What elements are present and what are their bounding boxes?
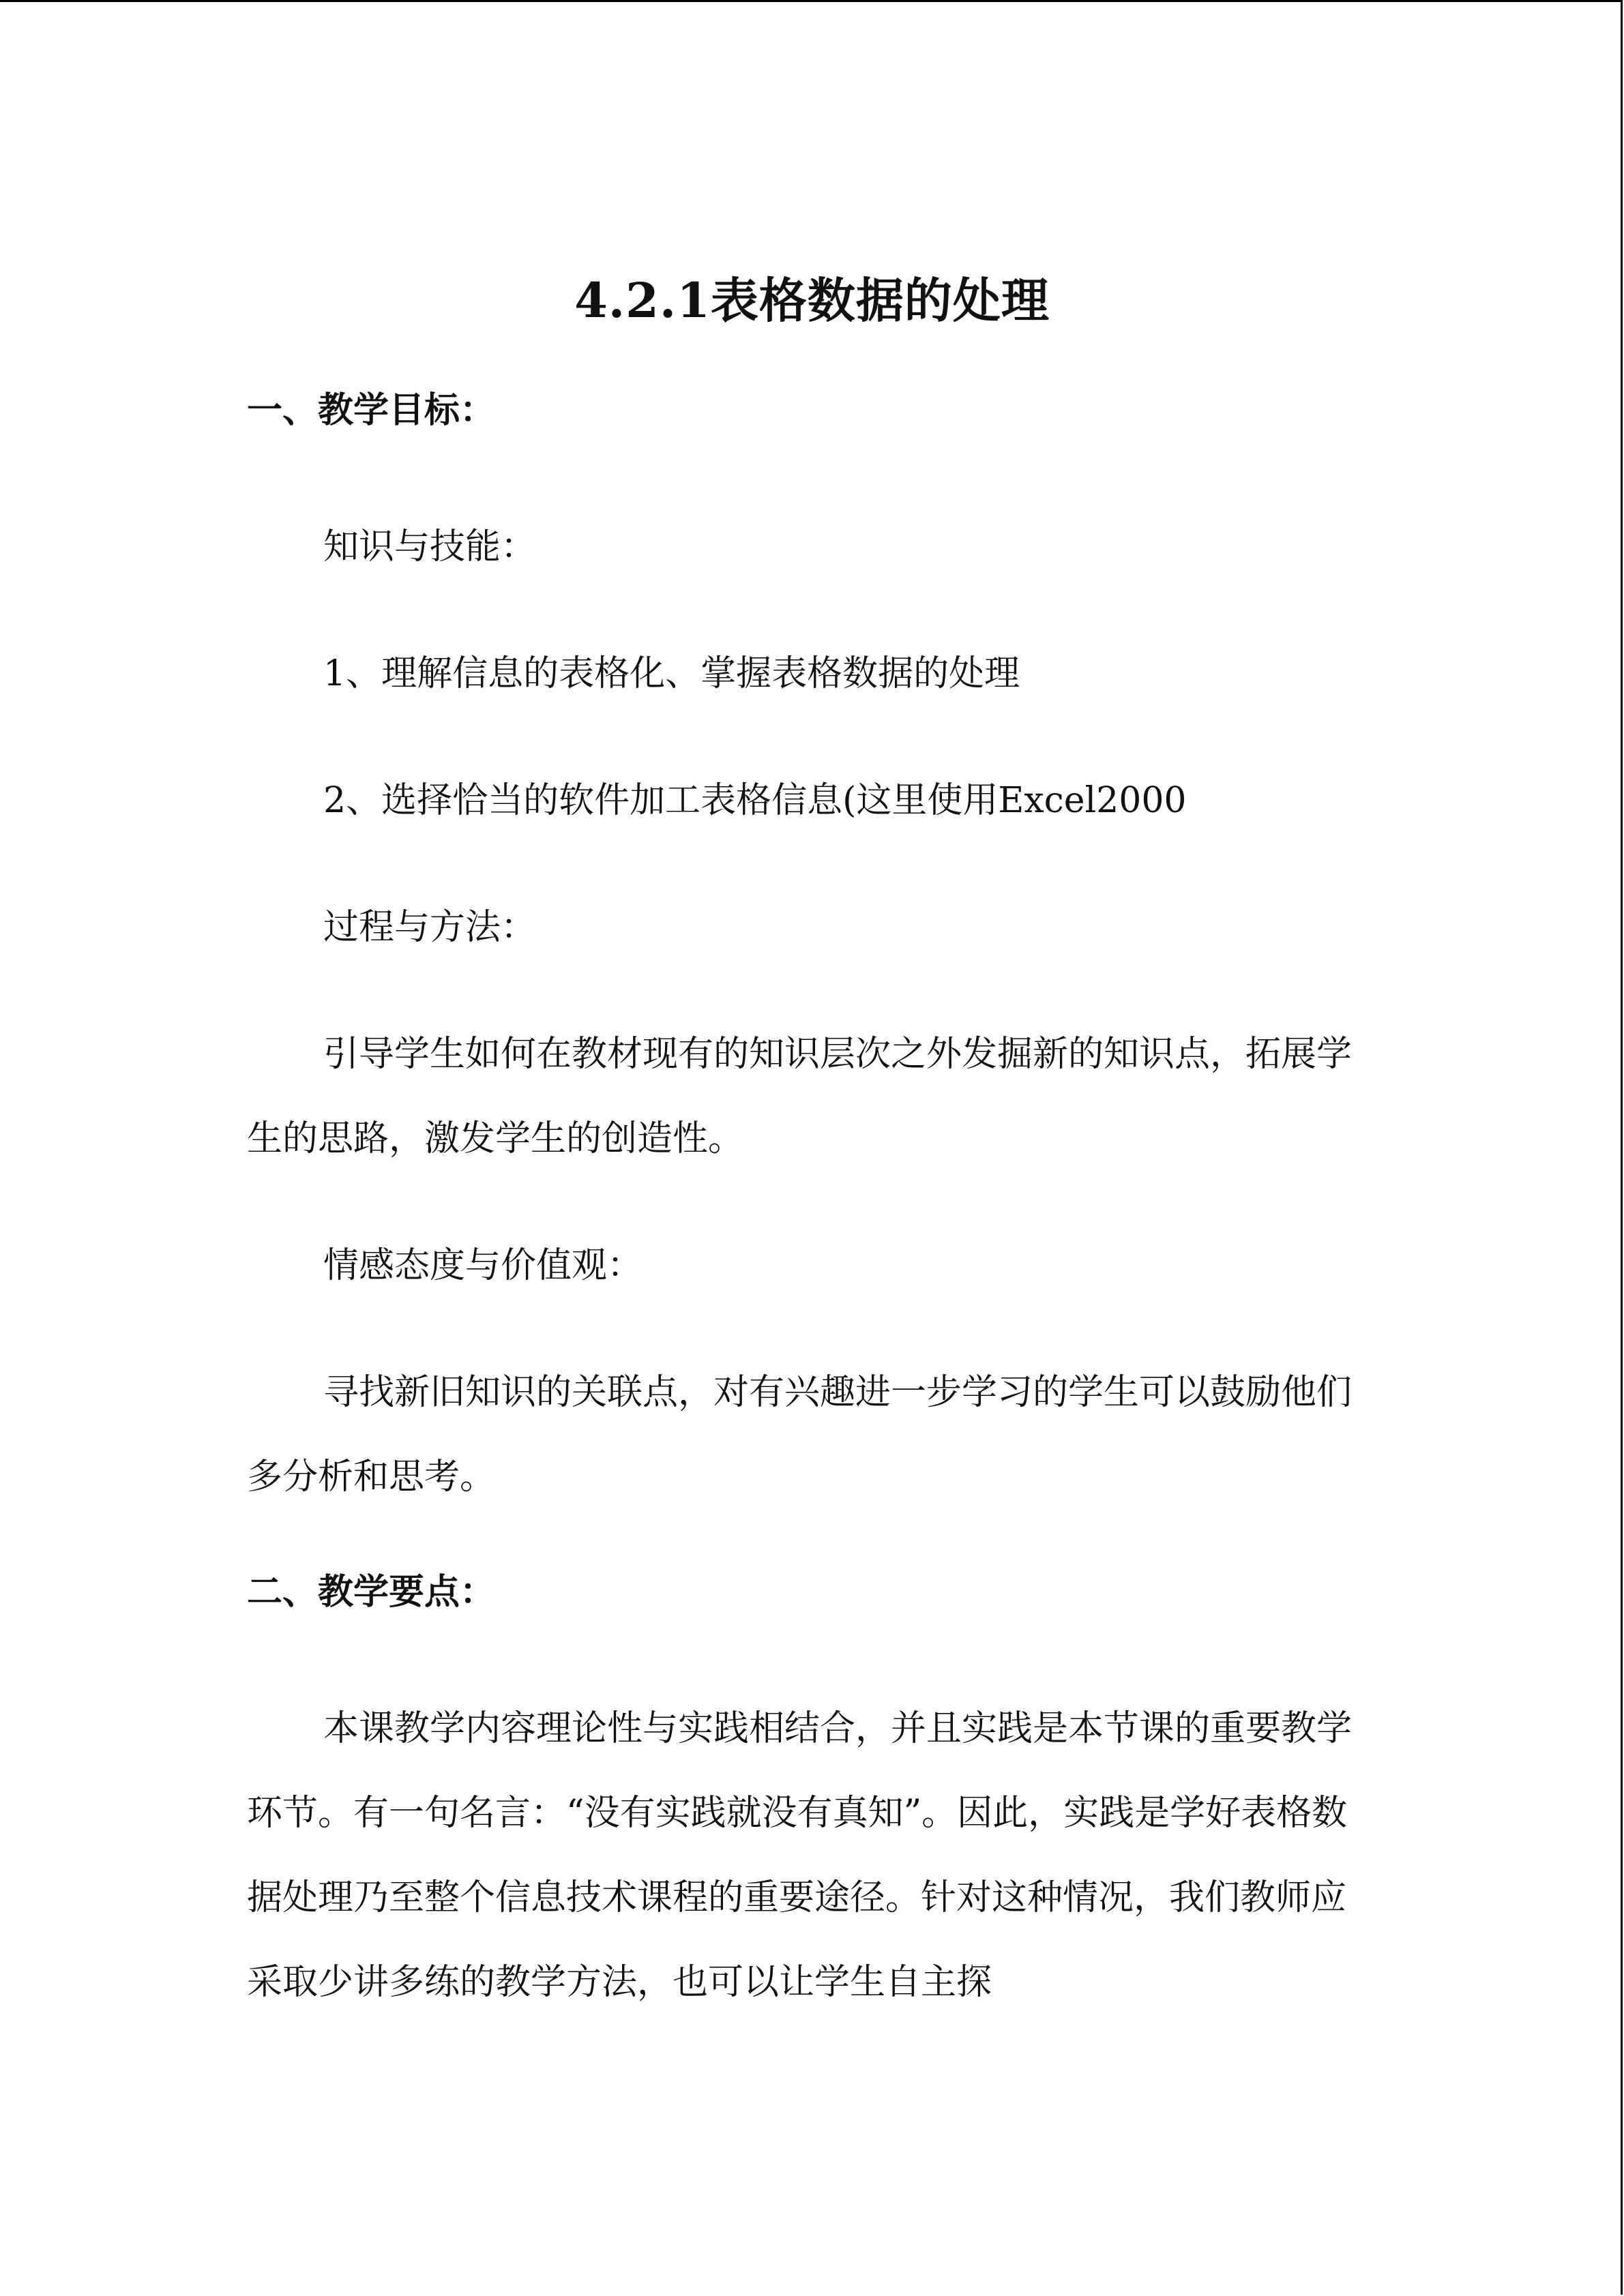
paragraph: 过程与方法： <box>323 907 537 948</box>
section-heading: 一、教学目标： <box>247 389 496 431</box>
section-key-points <box>247 1560 1365 2025</box>
section-objectives <box>247 378 1365 1519</box>
paragraph: 1、理解信息的表格化、掌握表格数据的处理 <box>323 653 1020 694</box>
paragraph: 引导学生如何在教材现有的知识层次之外发掘新的知识点，拓展学生的思路，激发学生的创造性。 <box>247 1034 1353 1159</box>
paragraph: 2、选择恰当的软件加工表格信息(这里使用Excel2000 <box>323 780 1187 821</box>
document-title: 4.2.1表格数据的处理 <box>574 271 1050 329</box>
paragraph: 本课教学内容理论性与实践相结合，并且实践是本节课的重要教学环节。有一句名言：“没有实践就没有真知”。因此，实践是学好表格数据处理乃至整个信息技术课程的重要途径。针对这种情况，我们教师应采取少讲多练的教学方法，也可以让学生自主探 <box>247 1708 1353 2003</box>
paragraph: 知识与技能： <box>323 526 537 567</box>
paragraph: 寻找新旧知识的关联点，对有兴趣进一步学习的学生可以鼓励他们多分析和思考。 <box>247 1372 1353 1497</box>
section-heading: 二、教学要点： <box>247 1571 496 1613</box>
paragraph: 情感态度与价值观： <box>323 1245 643 1286</box>
document-body <box>247 378 1365 2025</box>
